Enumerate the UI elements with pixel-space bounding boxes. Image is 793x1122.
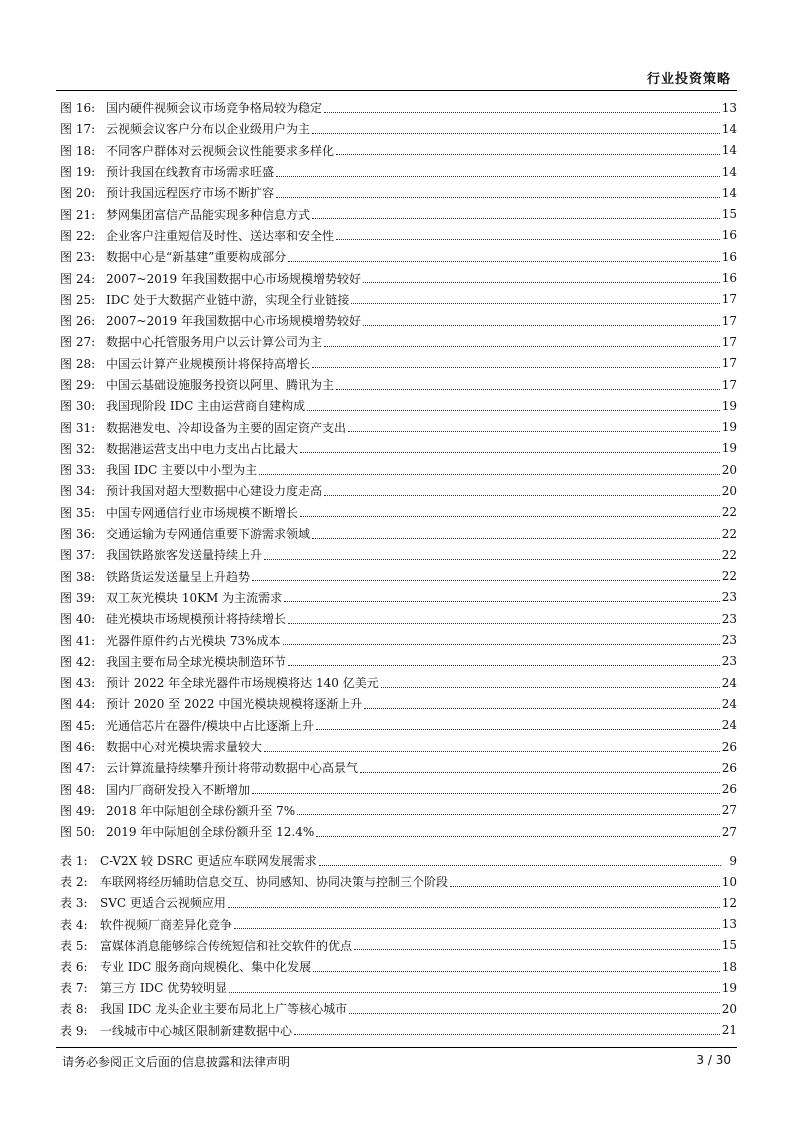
figure-entry-label: 图 30:: [60, 399, 96, 414]
dot-leader: [381, 677, 720, 689]
dot-leader: [288, 251, 719, 263]
figure-entry-label: 图 45:: [60, 718, 96, 733]
figure-entry-label: 图 50:: [60, 825, 96, 840]
figure-entry-page: 23: [721, 654, 737, 669]
dot-leader: [307, 400, 720, 412]
figure-entry-page: 19: [721, 398, 737, 413]
dot-leader: [349, 1003, 720, 1015]
figure-entry-page: 27: [721, 803, 737, 818]
footer-page-number: 3 / 30: [696, 1053, 731, 1067]
figure-entry[interactable]: [60, 480, 737, 501]
figure-entry-page: 22: [721, 569, 737, 584]
figure-entry-page: 26: [721, 739, 737, 754]
header-title: 行业投资策略: [646, 72, 731, 87]
table-entry[interactable]: [60, 914, 737, 935]
dot-leader: [252, 783, 720, 795]
figure-entry-page: 17: [721, 377, 737, 392]
figure-entry-page: 17: [721, 356, 737, 371]
table-entry-title: SVC 更适合云视频应用: [100, 896, 226, 911]
figure-entry-title: 企业客户注重短信及时性、送达率和安全性: [106, 228, 335, 243]
table-entry[interactable]: [60, 871, 737, 892]
figure-entry-page: 14: [721, 185, 737, 200]
figure-entry-title: 预计我国在线教育市场需求旺盛: [106, 165, 275, 180]
figure-entry-title: 数据港运营支出中电力支出占比最大: [106, 441, 299, 456]
figure-entry-title: 预计 2020 至 2022 中国光模块规模将逐渐上升: [106, 697, 363, 712]
table-entry[interactable]: [60, 892, 737, 913]
figure-entry-label: 图 36:: [60, 527, 96, 542]
figure-entry-title: 我国主要布局全球光模块制造环节: [106, 654, 287, 669]
figure-entry-page: 14: [721, 143, 737, 158]
figure-entry-page: 14: [721, 164, 737, 179]
figure-entry-title: 数据中心是“新基建”重要构成部分: [106, 250, 287, 265]
page-footer: [56, 1047, 737, 1069]
figure-entry-label: 图 44:: [60, 697, 96, 712]
dot-leader: [283, 634, 720, 646]
figure-entry-title: 云计算流量持续攀升预计将带动数据中心高景气: [106, 761, 359, 776]
figure-entry-label: 图 46:: [60, 740, 96, 755]
dot-leader: [228, 897, 720, 909]
figure-entry-page: 23: [721, 590, 737, 605]
figure-entry-label: 图 33:: [60, 463, 96, 478]
figure-entry-label: 图 37:: [60, 548, 96, 563]
dot-leader: [252, 570, 720, 582]
figure-entry[interactable]: [60, 118, 737, 139]
figure-entry-label: 图 26:: [60, 314, 96, 329]
table-entry-label: 表 3:: [60, 896, 88, 911]
figure-entry-label: 图 40:: [60, 612, 96, 627]
figure-entry-page: 26: [721, 760, 737, 775]
figure-entry-title: 预计 2022 年全球光器件市场规模将达 140 亿美元: [106, 676, 379, 691]
table-entry-label: 表 9:: [60, 1023, 88, 1038]
figure-entry-title: 国内厂商研发投入不断增加: [106, 782, 251, 797]
figure-entry-label: 图 29:: [60, 378, 96, 392]
figure-entry-page: 17: [721, 334, 737, 349]
figure-entry-label: 图 41:: [60, 633, 96, 648]
dot-leader: [312, 123, 720, 135]
dot-leader: [351, 293, 719, 305]
figure-entry-page: 14: [721, 121, 737, 136]
figure-entry-label: 图 22:: [60, 228, 96, 243]
table-entry-label: 表 8:: [60, 1002, 88, 1017]
figure-entry-page: 16: [721, 228, 737, 243]
figure-entry-title: 云视频会议客户分布以企业级用户为主: [106, 122, 311, 137]
dot-leader: [324, 485, 720, 497]
dot-leader: [450, 876, 720, 888]
figure-entry-page: 20: [721, 462, 737, 477]
figure-entry-title: 国内硬件视频会议市场竞争格局较为稳定: [106, 101, 323, 116]
dot-leader: [348, 421, 720, 433]
figure-entry[interactable]: [60, 416, 737, 437]
figure-entry-label: 图 24:: [60, 271, 96, 286]
figure-entry-title: 预计我国远程医疗市场不断扩容: [106, 186, 275, 201]
table-entry[interactable]: [60, 1020, 737, 1041]
table-entry-title: C-V2X 较 DSRC 更适应车联网发展需求: [100, 854, 317, 869]
dot-leader: [234, 918, 720, 930]
table-entry-title: 第三方 IDC 优势较明显: [100, 981, 228, 996]
figure-entry[interactable]: [60, 523, 737, 544]
figure-entry-title: 梦网集团富信产品能实现多种信息方式: [106, 207, 311, 222]
dot-leader: [288, 613, 720, 625]
figure-entry-title: IDC 处于大数据产业链中游，实现全行业链接: [106, 292, 350, 307]
dot-leader: [313, 961, 720, 973]
figure-entry[interactable]: [60, 182, 737, 203]
figure-entry-label: 图 28:: [60, 356, 96, 371]
page-header: [56, 64, 737, 91]
figure-entry[interactable]: [60, 97, 737, 118]
table-entry[interactable]: [60, 977, 737, 998]
figure-entry-page: 16: [721, 271, 737, 286]
figure-entry[interactable]: [60, 693, 737, 714]
table-entry-title: 一线城市中心城区限制新建数据中心: [100, 1023, 293, 1038]
figure-entry-title: 预计我国对超大型数据中心建设力度走高: [106, 484, 323, 499]
dot-leader: [312, 208, 720, 220]
figure-entry-label: 图 48:: [60, 782, 96, 797]
table-entry-title: 软件视频厂商差异化竞争: [100, 917, 233, 932]
figure-entry-label: 图 20:: [60, 186, 96, 201]
dot-leader: [300, 506, 720, 518]
figure-list: [60, 97, 737, 842]
figure-entry[interactable]: [60, 225, 737, 246]
table-entry-title: 我国 IDC 龙头企业主要布局北上广等核心城市: [100, 1002, 348, 1017]
dot-leader: [354, 939, 720, 951]
figure-entry-title: 数据港发电、冷却设备为主要的固定资产支出: [106, 420, 347, 435]
dot-leader: [300, 442, 720, 454]
figure-entry-label: 图 21:: [60, 207, 96, 222]
dot-leader: [264, 549, 720, 561]
dot-leader: [316, 719, 720, 731]
figure-entry[interactable]: [60, 544, 737, 565]
table-entry-label: 表 7:: [60, 981, 88, 996]
figure-entry[interactable]: [60, 629, 737, 650]
figure-entry[interactable]: [60, 395, 737, 416]
figure-entry[interactable]: [60, 140, 737, 161]
figure-entry-title: 2007~2019 年我国数据中心市场规模增势较好: [106, 314, 361, 329]
figure-entry-label: 图 25:: [60, 292, 96, 307]
figure-entry-title: 光器件原件约占光模块 73%成本: [106, 633, 281, 648]
table-entry-page: 10: [721, 874, 737, 889]
figure-entry-title: 我国铁路旅客发送量持续上升: [106, 548, 263, 563]
table-entry-title: 专业 IDC 服务商向规模化、集中化发展: [100, 960, 312, 975]
dot-leader: [324, 336, 720, 348]
table-entry-page: 15: [721, 938, 737, 953]
figure-entry-title: 中国专网通信行业市场规模不断增长: [106, 505, 299, 520]
figure-entry-title: 铁路货运发送量呈上升趋势: [106, 569, 251, 584]
figure-entry-label: 图 27:: [60, 335, 96, 350]
figure-entry[interactable]: [60, 353, 737, 374]
dot-leader: [324, 102, 720, 114]
figure-entry-label: 图 18:: [60, 143, 96, 158]
dot-leader: [276, 166, 720, 178]
table-entry-page: 9: [729, 853, 737, 868]
table-entry-page: 21: [721, 1023, 737, 1038]
figure-entry[interactable]: [60, 757, 737, 778]
figure-entry-page: 22: [721, 505, 737, 520]
dot-leader: [312, 528, 720, 540]
figure-entry[interactable]: [60, 779, 737, 800]
figure-entry-title: 2018 年中际旭创全球份额升至 7%: [106, 803, 296, 818]
table-entry-label: 表 6:: [60, 960, 88, 975]
figure-entry[interactable]: [60, 651, 737, 672]
dot-leader: [363, 315, 720, 327]
figure-entry-page: 13: [721, 100, 737, 115]
table-entry-title: 车联网将经历辅助信息交互、协同感知、协同决策与控制三个阶段: [100, 875, 449, 890]
figure-entry[interactable]: [60, 246, 737, 267]
figure-entry-title: 2007~2019 年我国数据中心市场规模增势较好: [106, 271, 361, 286]
figure-entry[interactable]: [60, 310, 737, 331]
dot-leader: [336, 229, 720, 241]
figure-entry-page: 24: [721, 718, 737, 733]
dot-leader: [363, 272, 720, 284]
dot-leader: [336, 144, 720, 156]
figure-entry-page: 23: [721, 633, 737, 648]
figure-entry-title: 数据中心对光模块需求量较大: [106, 740, 263, 755]
table-entry-page: 18: [721, 959, 737, 974]
figure-entry[interactable]: [60, 502, 737, 523]
dot-leader: [264, 741, 720, 753]
figure-entry-page: 26: [721, 782, 737, 797]
dot-leader: [276, 187, 720, 199]
figure-entry-label: 图 23:: [60, 250, 96, 265]
figure-entry[interactable]: [60, 672, 737, 693]
figure-entry-title: 双工灰光模块 10KM 为主流需求: [106, 590, 283, 605]
figure-entry-label: 图 38:: [60, 569, 96, 584]
figure-entry[interactable]: [60, 587, 737, 608]
dot-leader: [312, 357, 720, 369]
figure-entry-label: 图 19:: [60, 165, 96, 180]
table-entry-label: 表 4:: [60, 917, 88, 932]
figure-entry-label: 图 34:: [60, 484, 96, 499]
figure-entry-title: 硅光模块市场规模预计将持续增长: [106, 612, 287, 627]
figure-entry-page: 22: [721, 547, 737, 562]
figure-entry-page: 17: [721, 313, 737, 328]
figure-entry-title: 我国 IDC 主要以中小型为主: [106, 463, 258, 478]
table-entry-label: 表 1:: [60, 854, 88, 869]
table-entry-title: 富媒体消息能够综合传统短信和社交软件的优点: [100, 938, 353, 953]
figure-entry[interactable]: [60, 161, 737, 182]
figure-entry[interactable]: [60, 267, 737, 288]
figure-entry[interactable]: [60, 821, 737, 842]
dot-leader: [284, 591, 720, 603]
figure-entry-title: 中国云计算产业规模预计将保持高增长: [106, 356, 311, 371]
table-entry-page: 12: [721, 895, 737, 910]
figure-entry[interactable]: [60, 715, 737, 736]
figure-entry-page: 20: [721, 483, 737, 498]
dot-leader: [294, 1024, 720, 1036]
figure-entry-label: 图 17:: [60, 122, 96, 137]
figure-entry[interactable]: [60, 566, 737, 587]
figure-entry-page: 15: [721, 207, 737, 222]
dot-leader: [259, 464, 720, 476]
dot-leader: [288, 655, 720, 667]
figure-entry-title: 中国云基础设施服务投资以阿里、腾讯为主: [106, 378, 335, 392]
figure-entry[interactable]: [60, 459, 737, 480]
figure-entry[interactable]: [60, 289, 737, 310]
dot-leader: [336, 379, 720, 391]
figure-entry-label: 图 43:: [60, 676, 96, 691]
figure-entry-title: 2019 年中际旭创全球份额升至 12.4%: [106, 825, 315, 840]
figure-entry-label: 图 35:: [60, 505, 96, 520]
figure-entry-page: 19: [721, 441, 737, 456]
figure-entry-title: 光通信芯片在器件/模块中占比逐渐上升: [106, 718, 315, 733]
footer-disclaimer: 请务必参阅正文后面的信息披露和法律声明: [62, 1055, 291, 1069]
figure-entry-label: 图 32:: [60, 441, 96, 456]
figure-entry-title: 我国现阶段 IDC 主由运营商自建构成: [106, 399, 306, 414]
figure-entry[interactable]: [60, 331, 737, 352]
table-entry[interactable]: [60, 850, 737, 871]
dot-leader: [319, 855, 721, 867]
table-list: [60, 850, 737, 1041]
figure-entry-label: 图 16:: [60, 101, 96, 116]
figure-entry[interactable]: [60, 736, 737, 757]
figure-entry[interactable]: [60, 374, 737, 395]
dot-leader: [364, 698, 719, 710]
figure-entry[interactable]: [60, 203, 737, 224]
dot-leader: [360, 762, 720, 774]
figure-entry-title: 不同客户群体对云视频会议性能要求多样化: [106, 143, 335, 158]
table-entry[interactable]: [60, 998, 737, 1019]
table-entry-page: 13: [721, 917, 737, 932]
table-entry-label: 表 5:: [60, 938, 88, 953]
table-entry[interactable]: [60, 935, 737, 956]
table-entry-page: 20: [721, 1001, 737, 1016]
figure-entry-label: 图 49:: [60, 803, 96, 818]
figure-entry-page: 19: [721, 420, 737, 435]
figure-entry-page: 17: [721, 292, 737, 307]
table-entry-page: 19: [721, 980, 737, 995]
dot-leader: [316, 826, 719, 838]
figure-entry-page: 24: [721, 675, 737, 690]
table-entry-label: 表 2:: [60, 875, 88, 890]
table-entry[interactable]: [60, 956, 737, 977]
dot-leader: [297, 804, 720, 816]
figure-entry[interactable]: [60, 438, 737, 459]
figure-entry-page: 22: [721, 526, 737, 541]
figure-entry-page: 16: [721, 249, 737, 264]
figure-entry-label: 图 47:: [60, 761, 96, 776]
dot-leader: [229, 982, 720, 994]
figure-entry-title: 交通运输为专网通信重要下游需求领域: [106, 527, 311, 542]
figure-entry-page: 24: [721, 696, 737, 711]
figure-entry[interactable]: [60, 800, 737, 821]
figure-entry[interactable]: [60, 608, 737, 629]
figure-entry-page: 23: [721, 611, 737, 626]
figure-entry-title: 数据中心托管服务用户以云计算公司为主: [106, 335, 323, 350]
figure-entry-label: 图 31:: [60, 420, 96, 435]
figure-entry-page: 27: [721, 824, 737, 839]
figure-entry-label: 图 42:: [60, 654, 96, 669]
figure-entry-label: 图 39:: [60, 590, 96, 605]
